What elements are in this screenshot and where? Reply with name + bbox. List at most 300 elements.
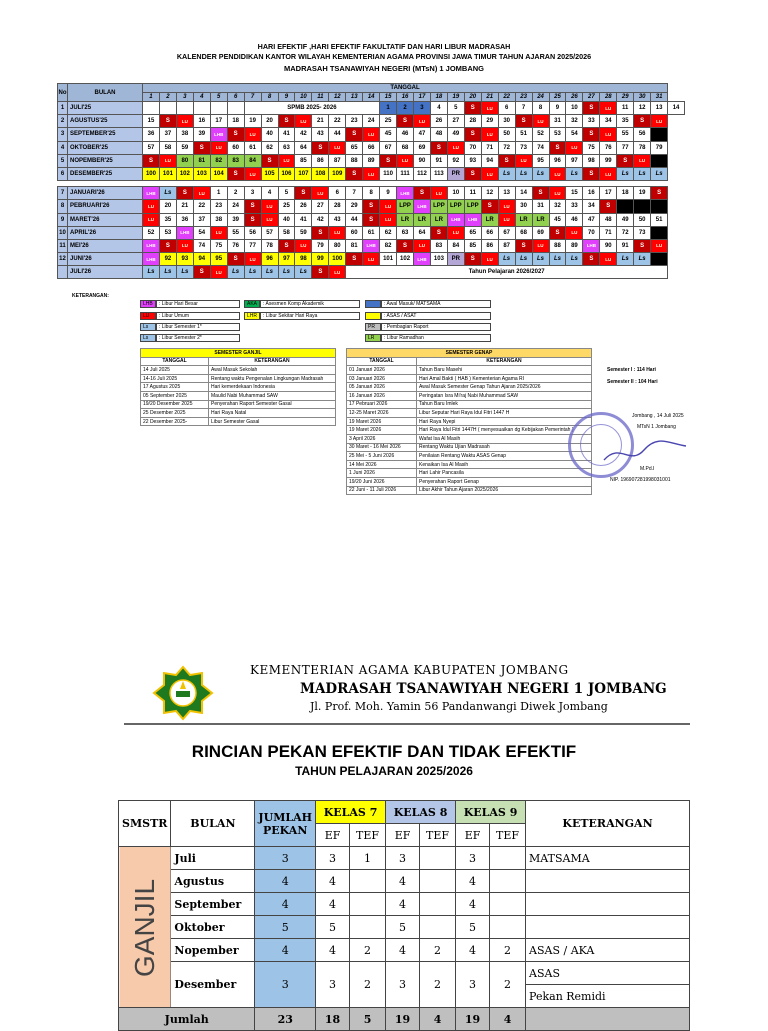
cell-t8: 2 [420,962,456,1008]
day-cell: 77 [244,239,261,252]
day-cell: 49 [447,128,464,141]
day-cell: LU [244,167,261,180]
day-cell: S [346,167,363,180]
day-cell: 95 [210,253,227,266]
day-cell: 9 [549,102,566,115]
month-name: AGUSTUS'25 [68,115,143,128]
day-cell [651,200,668,213]
cell-e9: 4 [456,893,490,916]
day-cell: 103 [193,167,210,180]
day-cell: 82 [210,154,227,167]
day-header: 2 [159,93,176,102]
day-cell: 47 [414,128,431,141]
day-cell: 63 [278,141,295,154]
genap-row [347,443,592,452]
day-cell: S [244,213,261,226]
month-no: 10 [58,226,68,239]
day-cell: 24 [227,200,244,213]
event-date: 25 Desember 2025 [141,409,209,418]
total-t8: 4 [420,1008,456,1031]
day-cell: 63 [397,226,414,239]
cell-t8 [420,916,456,939]
day-cell: LU [397,154,414,167]
day-cell: 8 [363,187,380,200]
day-cell: 45 [380,128,397,141]
day-cell: LU [363,253,380,266]
day-cell: 67 [498,226,515,239]
day-header: 3 [176,93,193,102]
day-cell: 47 [583,213,600,226]
day-cell: 15 [143,115,160,128]
day-cell: 20 [261,115,278,128]
day-cell: 96 [261,253,278,266]
day-cell: Ls [515,253,532,266]
day-cell: 65 [464,226,481,239]
day-cell: LU [380,200,397,213]
day-cell: 112 [414,167,431,180]
day-cell: 30 [515,200,532,213]
day-cell: 85 [464,239,481,252]
day-cell: LU [566,226,583,239]
day-cell: Ls [566,253,583,266]
legend-code [365,300,381,308]
day-cell: Tahun Pelajaran 2026/2027 [346,266,668,279]
cell-t9: 2 [490,939,526,962]
day-cell: 45 [549,213,566,226]
h-kelas7: KELAS 7 [316,801,386,824]
day-cell: 98 [295,253,312,266]
day-cell: 36 [143,128,160,141]
cell-ket: ASAS / AKA [526,939,690,962]
day-cell: 99 [312,253,329,266]
month-no: 5 [58,154,68,167]
day-cell: S [295,187,312,200]
day-cell: 35 [159,213,176,226]
day-cell: LU [515,154,532,167]
day-cell: LHB [143,239,160,252]
event-desc: Libur Akhir Tahun Ajaran 2025/2026 [417,486,592,495]
calendar-table [57,83,685,279]
day-cell: 86 [481,239,498,252]
day-cell: 18 [617,187,634,200]
cell-e8: 5 [386,916,420,939]
day-cell: S [464,253,481,266]
event-desc: Awal Masuk Semester Genap Tahun Ajaran 2025/2026 [417,383,592,392]
ganjil-row [141,374,336,383]
day-cell: LU [143,200,160,213]
day-cell: Ls [549,253,566,266]
month-no: 7 [58,187,68,200]
day-cell: S [634,115,651,128]
calendar-row [58,253,685,266]
day-cell: LU [481,167,498,180]
sign-nip: NIP. 196907281998031001 [610,477,671,483]
ganjil-row [141,391,336,400]
day-cell: 74 [193,239,210,252]
day-cell: Ls [515,167,532,180]
day-cell: S [363,200,380,213]
day-cell: 14 [668,102,685,115]
day-cell: 10 [447,187,464,200]
event-desc: Penyerahan Raport Genap [417,477,592,486]
day-cell: S [312,141,329,154]
day-cell: 56 [634,128,651,141]
day-cell: LU [549,187,566,200]
month-no: 12 [58,253,68,266]
cell-t7 [350,916,386,939]
day-cell: Ls [498,167,515,180]
day-cell: 46 [566,213,583,226]
day-cell: S [143,154,160,167]
kop-school: MADRASAH TSANAWIYAH NEGERI 1 JOMBANG [300,681,667,697]
day-cell: S [193,141,210,154]
day-cell: S [549,141,566,154]
day-cell: LU [363,167,380,180]
cell-e8: 4 [386,870,420,893]
event-date: 1 Juni 2026 [347,469,417,478]
month-no: 9 [58,213,68,226]
cell-jp: 4 [255,893,316,916]
day-header: 31 [651,93,668,102]
day-header: 25 [549,93,566,102]
legend-text: : Libur Semester 2* [156,334,240,342]
day-cell [651,253,668,266]
sign-role: MTsN 1 Jombang [637,424,676,430]
day-cell: LU [600,253,617,266]
event-date: 30 Maret - 16 Mei 2026 [347,443,417,452]
day-cell: S [346,128,363,141]
day-cell: 25 [380,115,397,128]
genap-h-keterangan: KETERANGAN [417,357,592,366]
h-bulan: BULAN [171,801,255,847]
day-cell: 62 [261,141,278,154]
ganjil-h-tanggal: TANGGAL [141,357,209,366]
day-cell: 50 [498,128,515,141]
day-cell: 3 [414,102,431,115]
day-cell: 22 [329,115,346,128]
day-cell: S [549,226,566,239]
cell-t9: 2 [490,962,526,1008]
day-cell: 44 [329,128,346,141]
day-cell: 74 [532,141,549,154]
day-cell: 83 [430,239,447,252]
day-cell: Ls [498,253,515,266]
day-cell: 11 [617,102,634,115]
day-cell: LU [159,154,176,167]
legend-code: Ls [140,323,156,331]
total-t7: 5 [350,1008,386,1031]
day-cell: 100 [329,253,346,266]
legend-code: LHB [140,300,156,308]
day-cell: S [312,266,329,279]
semester-ganjil-table [140,348,336,426]
day-cell: Ls [651,167,668,180]
event-date: 12-25 Maret 2026 [347,409,417,418]
month-name: MEI'26 [68,239,143,252]
day-cell: S [363,213,380,226]
day-cell: LHB [143,253,160,266]
day-cell: 53 [549,128,566,141]
day-cell: 28 [464,115,481,128]
day-cell: 38 [210,213,227,226]
calendar-row [58,128,685,141]
day-header: 20 [464,93,481,102]
day-cell: LU [244,253,261,266]
day-cell: LU [498,213,515,226]
day-cell: S [464,167,481,180]
day-cell: 31 [549,115,566,128]
day-cell: S [193,266,210,279]
day-cell: 48 [430,128,447,141]
day-cell: LHB [143,187,160,200]
day-cell [159,102,176,115]
day-cell: 36 [176,213,193,226]
day-cell: 55 [227,226,244,239]
month-name: JANUARI'26 [68,187,143,200]
month-no: 8 [58,200,68,213]
event-date: 16 Januari 2026 [347,391,417,400]
day-cell: 73 [634,226,651,239]
day-cell: 101 [380,253,397,266]
event-desc: Tahun Baru Imlek [417,400,592,409]
day-cell: 79 [651,141,668,154]
day-cell: 93 [464,154,481,167]
h-kelas9: KELAS 9 [456,801,526,824]
cell-e7: 3 [316,847,350,870]
event-date: 03 Januari 2026 [347,374,417,383]
day-cell: LU [261,213,278,226]
legend-text: : Libur Umum [156,312,240,320]
event-date: 22 Desember 2025- [141,417,209,426]
day-cell: 39 [227,213,244,226]
cell-e7: 4 [316,870,350,893]
day-cell: LU [312,187,329,200]
day-cell: 109 [329,167,346,180]
day-cell: 27 [312,200,329,213]
day-cell: 57 [261,226,278,239]
cell-ket: ASAS [526,962,690,985]
day-cell: 54 [566,128,583,141]
genap-row [347,383,592,392]
day-cell: LU [481,102,498,115]
day-cell: 77 [617,141,634,154]
kop-rule [124,723,690,725]
calendar-row [58,154,685,167]
day-header: 26 [566,93,583,102]
event-date: 14 Juli 2025 [141,366,209,375]
day-cell: 81 [346,239,363,252]
cell-t9 [490,847,526,870]
day-cell: Ls [634,167,651,180]
ganjil-title: SEMESTER GANJIL [141,349,336,358]
day-header: 12 [329,93,346,102]
day-cell: 28 [329,200,346,213]
month-no: 3 [58,128,68,141]
day-cell: 71 [481,141,498,154]
genap-h-tanggal: TANGGAL [347,357,417,366]
semester-genap-table [346,348,592,495]
day-cell: 12 [481,187,498,200]
day-cell: 19 [634,187,651,200]
day-cell: 40 [278,213,295,226]
cell-jp: 4 [255,939,316,962]
cell-jp: 3 [255,847,316,870]
day-cell: 32 [549,200,566,213]
cell-e9: 4 [456,939,490,962]
month-name: NOPEMBER'25 [68,154,143,167]
day-cell: Ls [617,167,634,180]
day-cell: 6 [329,187,346,200]
calendar-row [58,141,685,154]
day-cell: S [312,226,329,239]
day-cell: 88 [549,239,566,252]
day-cell [634,200,651,213]
day-cell: Ls [532,253,549,266]
day-cell: 7 [346,187,363,200]
legend-code: PR [365,323,381,331]
h-tef8: TEF [420,824,456,847]
day-cell: LHB [414,200,431,213]
day-cell: LU [447,226,464,239]
calendar-row [58,213,685,226]
legend-code: LU [140,312,156,320]
day-cell: LU [634,154,651,167]
day-cell: 113 [430,167,447,180]
legend-text: : Libur Ramadhan [381,334,491,342]
rincian-row [119,847,690,870]
day-cell: PR [447,167,464,180]
day-cell: LU [329,226,346,239]
event-date: 17 Agustus 2025 [141,383,209,392]
cell-bulan: Oktober [171,916,255,939]
legend-text: : Libur Semester 1* [156,323,240,331]
day-cell [176,102,193,115]
day-cell: LHB [363,239,380,252]
h-tef9: TEF [490,824,526,847]
day-cell: 59 [295,226,312,239]
day-cell: 102 [176,167,193,180]
day-header: 13 [346,93,363,102]
total-label: Jumlah [119,1008,255,1031]
cell-jp: 4 [255,870,316,893]
day-cell: 93 [176,253,193,266]
col-bulan: BULAN [68,84,143,102]
calendar-row [58,115,685,128]
day-cell: 87 [498,239,515,252]
day-cell: Ls [227,266,244,279]
cell-t7: 2 [350,962,386,1008]
ganjil-row [141,409,336,418]
genap-row [347,434,592,443]
day-header: 21 [481,93,498,102]
day-cell: 66 [481,226,498,239]
h-kelas8: KELAS 8 [386,801,456,824]
legend-code [365,312,381,320]
event-date: 14 Mei 2026 [347,460,417,469]
col-no: No [58,84,68,102]
rincian-year: TAHUN PELAJARAN 2025/2026 [295,764,473,778]
cell-e8: 4 [386,893,420,916]
event-desc: Hari Raya Nyepi [417,417,592,426]
day-cell: Ls [244,266,261,279]
day-cell: LHB [210,128,227,141]
day-cell: 44 [346,213,363,226]
h-jumlah: JUMLAH [258,810,313,824]
cell-jp: 3 [255,962,316,1008]
day-cell: 10 [566,102,583,115]
day-cell: S [583,128,600,141]
cell-t9 [490,893,526,916]
day-cell: 88 [346,154,363,167]
legend-code: LR [365,334,381,342]
day-cell: 24 [363,115,380,128]
calendar-row [58,226,685,239]
day-cell: 69 [414,141,431,154]
day-cell: S [227,253,244,266]
day-cell: 55 [617,128,634,141]
day-cell: LU [261,200,278,213]
event-desc: Tahun Baru Masehi [417,366,592,375]
day-cell: 76 [227,239,244,252]
day-cell: S [532,187,549,200]
day-cell: 97 [566,154,583,167]
month-name: MARET'26 [68,213,143,226]
day-cell: 60 [227,141,244,154]
day-cell: 80 [176,154,193,167]
day-cell: LU [414,239,431,252]
day-cell: 78 [634,141,651,154]
day-cell: LPP [397,200,414,213]
event-desc: Awal Masuk Sekolah [209,366,336,375]
day-header: 27 [583,93,600,102]
day-header: 11 [312,93,329,102]
h-tef7: TEF [350,824,386,847]
day-cell: 17 [210,115,227,128]
genap-row [347,426,592,435]
day-cell: S [583,167,600,180]
month-name: JUNI'26 [68,253,143,266]
cell-e8: 4 [386,939,420,962]
day-header: 29 [617,93,634,102]
event-desc: Libur Seputar Hari Raya Idul Fitri 1447 H [417,409,592,418]
event-desc: Hari Lahir Pancasila [417,469,592,478]
day-cell: 91 [617,239,634,252]
day-cell: 105 [261,167,278,180]
day-cell: 95 [532,154,549,167]
day-cell: 21 [312,115,329,128]
cell-bulan: Juli [171,847,255,870]
day-cell: S [176,187,193,200]
event-desc: Penilaian Rentang Waktu ASAS Genap [417,452,592,461]
day-cell: 108 [312,167,329,180]
day-cell: 70 [464,141,481,154]
cell-e7: 4 [316,893,350,916]
day-cell: S [278,115,295,128]
calendar-row [58,167,685,180]
day-cell: 97 [278,253,295,266]
day-cell: S [464,128,481,141]
ganjil-row [141,366,336,375]
day-cell: 76 [600,141,617,154]
signature [600,440,690,468]
legend-text: : Asesmen Komp Akademik [260,300,360,308]
day-cell: 43 [312,128,329,141]
event-desc: Hari Raya Idul Fitri 1447H ( menyesuaikan dg Kebijakan Pemerintah ) [417,426,592,435]
cell-e8: 3 [386,847,420,870]
day-header: 7 [244,93,261,102]
day-cell [651,128,668,141]
cell-t8 [420,893,456,916]
